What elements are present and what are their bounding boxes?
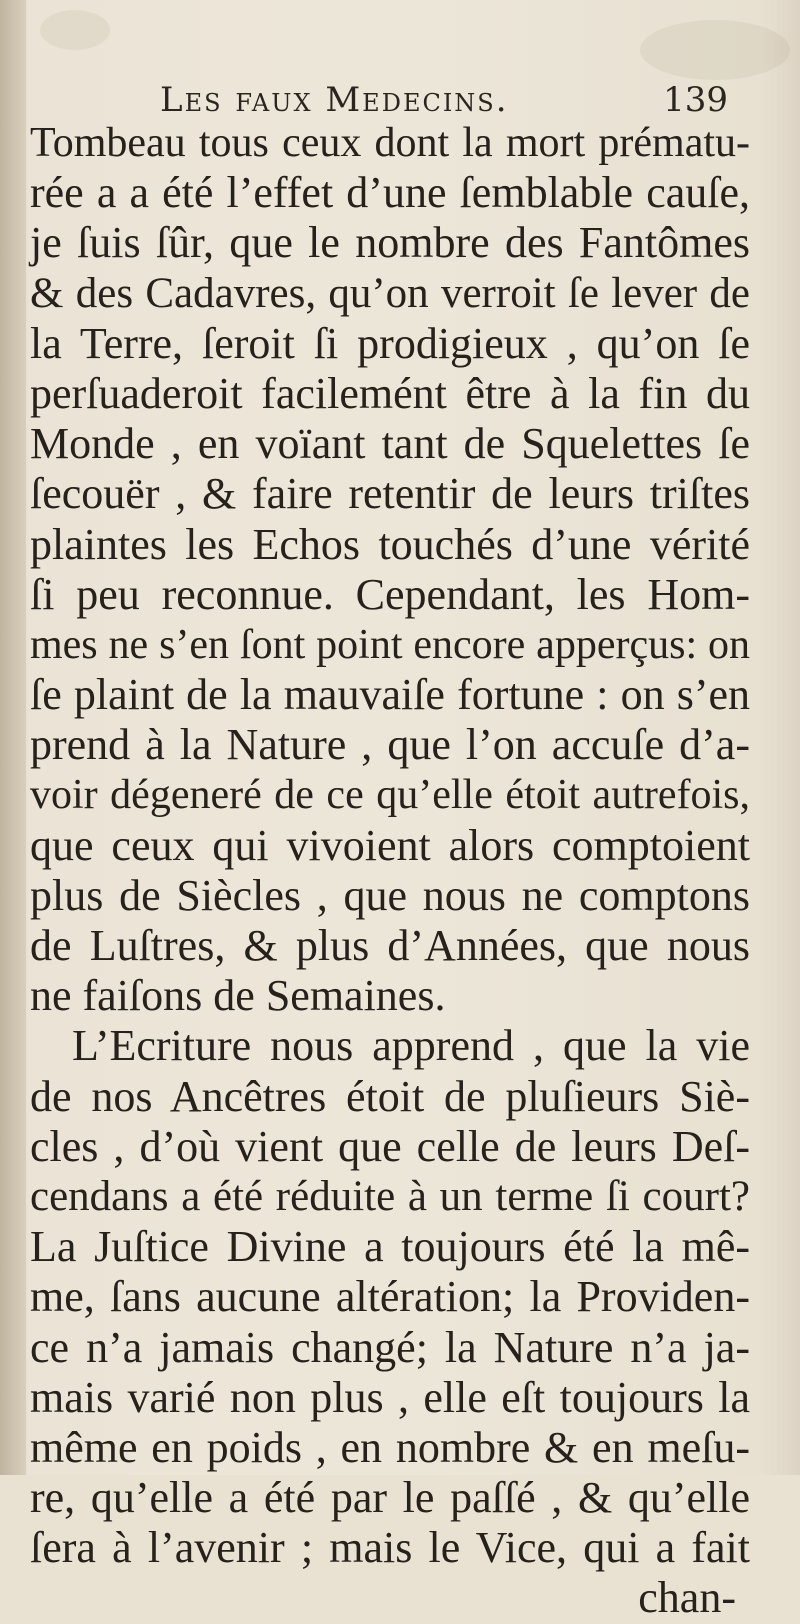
text-line: que ceux qui vivoient alors comptoient (30, 820, 750, 870)
text-line: plaintes les Echos touchés d’une vérité (30, 519, 750, 569)
paper-stain (40, 10, 110, 50)
text-line: La Juſtice Divine a toujours été la mê- (30, 1222, 750, 1272)
text-line: me, ſans aucune altération; la Providen- (30, 1272, 750, 1322)
text-line: Tombeau tous ceux dont la mort prématu- (30, 120, 750, 166)
text-line: je ſuis ſûr, que le nombre des Fantômes (30, 218, 750, 268)
text-line: mais varié non plus , elle eſt toujours la (30, 1372, 750, 1422)
page-number: 139 (663, 80, 728, 120)
text-line: re, qu’elle a été par le paſſé , & qu’elle (30, 1473, 750, 1523)
text-line: de Luſtres, & plus d’Années, que nous (30, 921, 750, 970)
text-line: rée a a été l’effet d’une ſemblable cauſe, (30, 168, 750, 218)
text-line: cendans a été réduite à un terme ſi court? (30, 1172, 750, 1220)
text-line: de nos Ancêtres étoit de pluſieurs Siè- (30, 1071, 750, 1121)
text-line: ce n’a jamais changé; la Nature n’a ja- (30, 1322, 750, 1372)
text-line: même en poids , en nombre & en meſu- (30, 1422, 750, 1472)
text-line: ſi peu reconnue. Cependant, les Hom- (30, 569, 750, 619)
running-title: Les faux Medecins. (160, 80, 509, 120)
text-line: cles , d’où vient que celle de leurs Deſ- (30, 1121, 750, 1171)
body-text (30, 118, 750, 1624)
text-line: ſera à l’avenir ; mais le Vice, qui a fait (30, 1523, 750, 1573)
text-line: la Terre, ſeroit ſi prodigieux , qu’on ſe (30, 318, 750, 368)
catchword: chan- (638, 1573, 736, 1623)
text-line: ne faiſons de Semaines. (30, 971, 446, 1021)
text-line: plus de Siècles , que nous ne comptons (30, 870, 750, 920)
text-line: ſe plaint de la mauvaiſe fortune : on s’en (30, 670, 750, 720)
text-line: L’Ecriture nous apprend , que la vie (72, 1021, 750, 1071)
paper-stain (640, 20, 790, 80)
text-line: ſecouër , & faire retentir de leurs triſtes (30, 469, 750, 519)
text-line: Monde , en voïant tant de Squelettes ſe (30, 419, 750, 469)
text-line: prend à la Nature , que l’on accuſe d’a- (30, 720, 750, 770)
text-line: & des Cadavres, qu’on verroit ſe lever de (30, 269, 750, 317)
text-line: perſuaderoit facilemént être à la fin du (30, 368, 750, 418)
text-line: mes ne s’en ſont point encore apperçus: on (30, 621, 750, 668)
page-gutter-shadow (0, 0, 26, 1475)
text-line: voir dégeneré de ce qu’elle étoit autrefois, (30, 772, 750, 819)
